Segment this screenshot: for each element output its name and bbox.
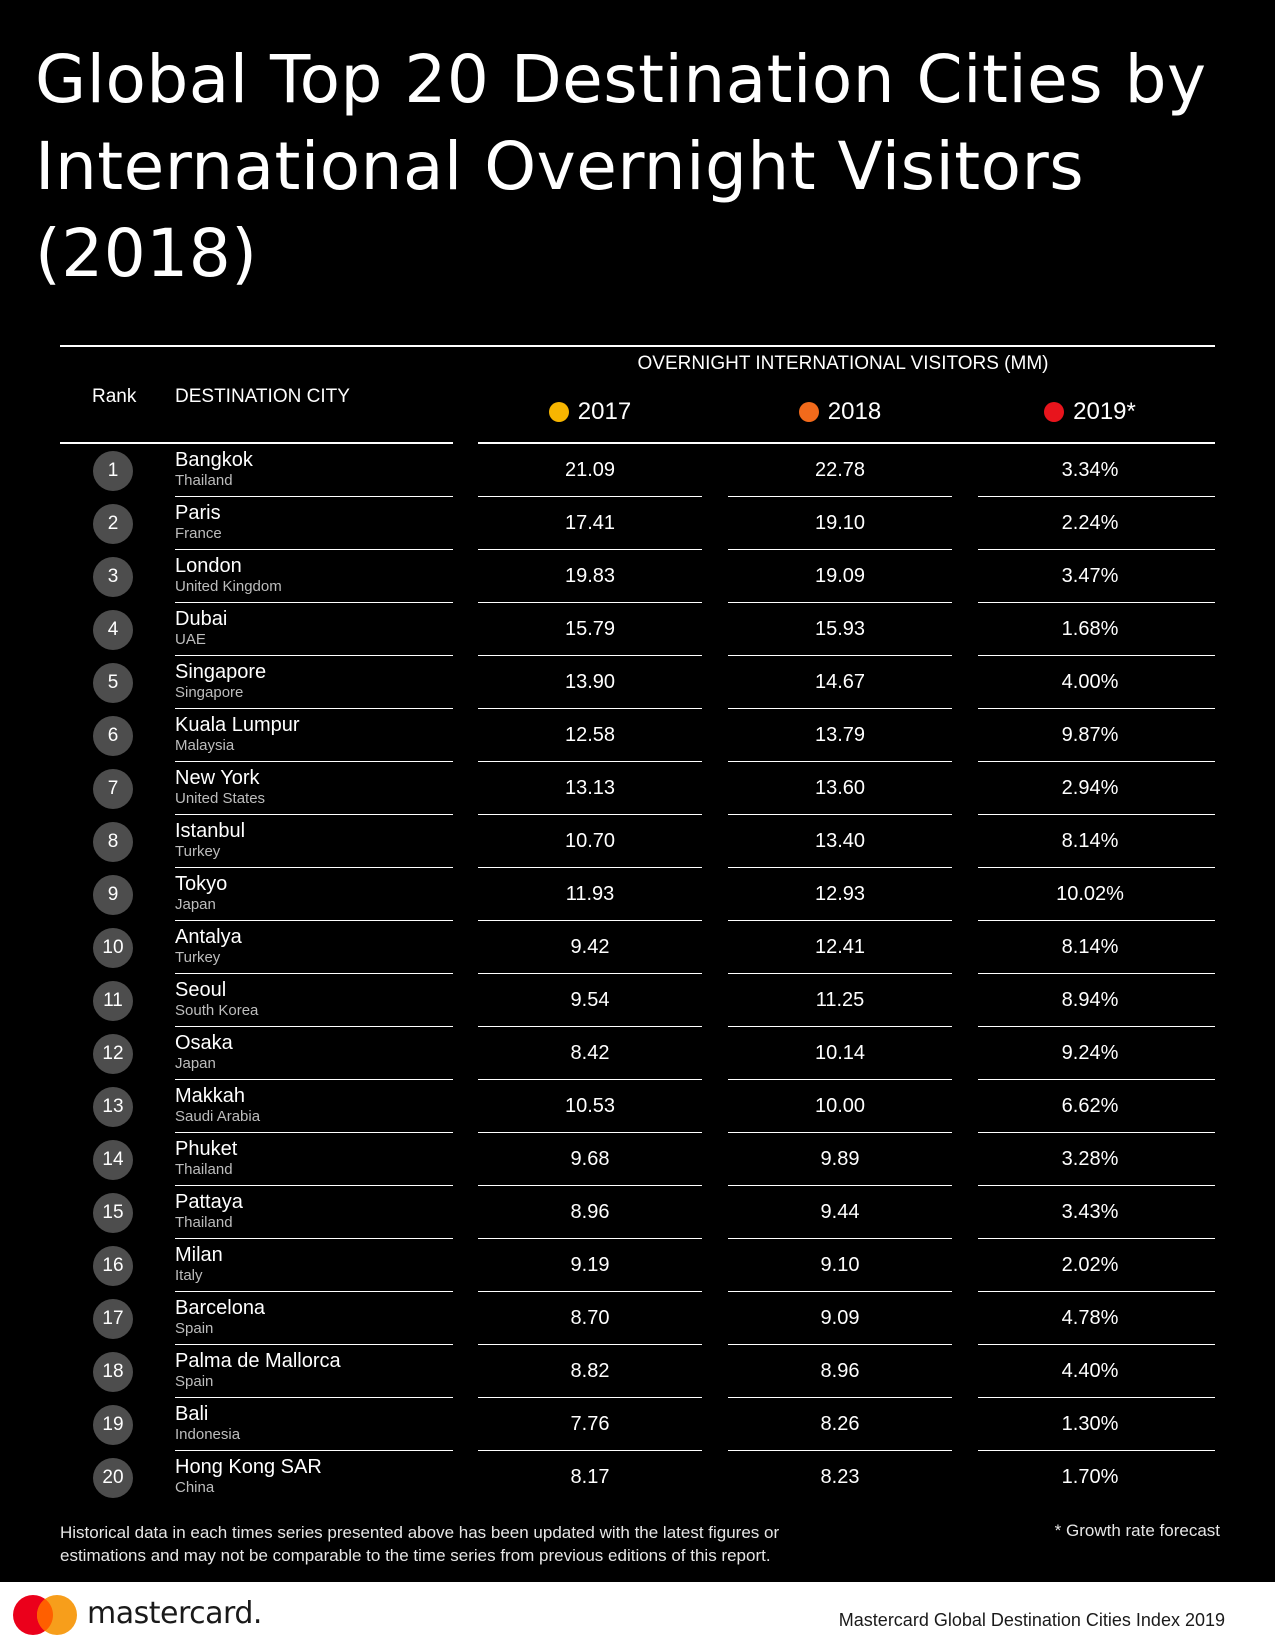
value-2017: 12.58: [564, 724, 616, 746]
value-2018: 8.23: [820, 1466, 860, 1488]
table-row: [0, 1292, 1275, 1345]
year-header-2018: [740, 398, 940, 426]
city-name: Barcelona: [175, 1297, 266, 1319]
country-name: Thailand: [175, 1214, 233, 1231]
value-2019-growth: 8.14%: [1061, 830, 1119, 852]
rank-badge: 10: [93, 928, 133, 968]
table-row: [0, 550, 1275, 603]
rank-badge: 2: [93, 504, 133, 544]
value-2017: 9.42: [570, 936, 610, 958]
table-row: [0, 762, 1275, 815]
value-2018: 10.14: [814, 1042, 866, 1064]
country-name: South Korea: [175, 1002, 259, 1019]
country-name: Spain: [175, 1373, 214, 1390]
country-name: France: [175, 525, 222, 542]
country-name: Singapore: [175, 684, 244, 701]
country-name: UAE: [175, 631, 206, 648]
value-2018: 14.67: [814, 671, 866, 693]
rank-badge: 20: [93, 1458, 133, 1498]
year-header-2019: [990, 398, 1190, 426]
city-name: Tokyo: [175, 873, 228, 895]
country-name: Japan: [175, 1055, 216, 1072]
city-name: Singapore: [175, 661, 267, 683]
year-label: 2018: [827, 398, 882, 425]
value-2017: 7.76: [570, 1413, 610, 1435]
table-row: [0, 656, 1275, 709]
value-2018: 19.09: [814, 565, 866, 587]
city-name: New York: [175, 767, 260, 789]
city-name: Paris: [175, 502, 221, 524]
year-header-2017: [490, 398, 690, 426]
country-name: Malaysia: [175, 737, 235, 754]
value-2018: 22.78: [814, 459, 866, 481]
value-2017: 9.54: [570, 989, 610, 1011]
country-name: Saudi Arabia: [175, 1108, 261, 1125]
growth-forecast-note: * Growth rate forecast: [1054, 1521, 1220, 1540]
country-name: Thailand: [175, 1161, 233, 1178]
country-name: Thailand: [175, 472, 233, 489]
value-2018: 15.93: [814, 618, 866, 640]
value-2019-growth: 10.02%: [1056, 883, 1124, 905]
city-column-header: DESTINATION CITY: [175, 386, 350, 407]
rank-badge: 16: [93, 1246, 133, 1286]
table-row: [0, 603, 1275, 656]
mastercard-logo-icon: [12, 1594, 78, 1636]
value-2018: 11.25: [815, 989, 865, 1011]
historical-data-footnote: Historical data in each times series presented above has been updated with the latest figures or estimations and may not be comparable to the time series from previous editions of this report.: [60, 1523, 780, 1565]
value-2017: 11.93: [565, 883, 615, 905]
country-name: Indonesia: [175, 1426, 241, 1443]
value-2017: 19.83: [564, 565, 616, 587]
page-title: Global Top 20 Destination Cities by International Overnight Visitors (2018): [35, 41, 1207, 292]
city-name: Palma de Mallorca: [175, 1350, 341, 1372]
value-2018: 13.60: [814, 777, 866, 799]
table-row: [0, 1186, 1275, 1239]
city-name: Osaka: [175, 1032, 233, 1054]
value-2018: 8.26: [820, 1413, 860, 1435]
value-2018: 19.10: [814, 512, 866, 534]
rank-badge: 19: [93, 1405, 133, 1445]
value-2018: 9.44: [820, 1201, 860, 1223]
value-2019-growth: 4.78%: [1061, 1307, 1119, 1329]
country-name: Spain: [175, 1320, 214, 1337]
rank-badge: 14: [93, 1140, 133, 1180]
city-name: Bali: [175, 1403, 209, 1425]
rank-badge: 6: [93, 716, 133, 756]
value-2017: 13.13: [564, 777, 616, 799]
value-2019-growth: 1.70%: [1061, 1466, 1119, 1488]
value-2017: 9.19: [570, 1254, 610, 1276]
city-name: Seoul: [175, 979, 227, 1001]
value-2018: 9.10: [820, 1254, 860, 1276]
city-name: Kuala Lumpur: [175, 714, 300, 736]
value-2017: 8.42: [570, 1042, 610, 1064]
value-2017: 13.90: [564, 671, 616, 693]
rank-badge: 3: [93, 557, 133, 597]
city-name: Dubai: [175, 608, 228, 630]
value-2019-growth: 2.02%: [1061, 1254, 1119, 1276]
rank-column-header: Rank: [92, 386, 137, 407]
table-row: [0, 1345, 1275, 1398]
rank-badge: 7: [93, 769, 133, 809]
rank-badge: 11: [93, 981, 133, 1021]
rank-badge: 8: [93, 822, 133, 862]
value-2019-growth: 3.34%: [1061, 459, 1119, 481]
city-name: London: [175, 555, 242, 577]
table-row: [0, 974, 1275, 1027]
rank-badge: 4: [93, 610, 133, 650]
value-2018: 9.89: [820, 1148, 860, 1170]
rank-badge: 13: [93, 1087, 133, 1127]
city-name: Pattaya: [175, 1191, 243, 1213]
value-2017: 10.70: [564, 830, 616, 852]
footer-bar: [0, 1582, 1275, 1650]
table-row: [0, 1239, 1275, 1292]
country-name: Turkey: [175, 843, 221, 860]
rank-badge: 9: [93, 875, 133, 915]
value-2018: 12.41: [814, 936, 866, 958]
city-name: Antalya: [175, 926, 242, 948]
value-2019-growth: 3.28%: [1061, 1148, 1119, 1170]
country-name: United States: [175, 790, 266, 807]
value-2018: 12.93: [814, 883, 866, 905]
table-row: [0, 709, 1275, 762]
country-name: Japan: [175, 896, 216, 913]
table-top-rule: [60, 345, 1215, 347]
value-2017: 9.68: [570, 1148, 610, 1170]
rank-badge: 18: [93, 1352, 133, 1392]
value-2019-growth: 3.47%: [1061, 565, 1119, 587]
value-2018: 13.79: [814, 724, 866, 746]
city-name: Phuket: [175, 1138, 238, 1160]
value-2019-growth: 6.62%: [1061, 1095, 1119, 1117]
table-row: [0, 497, 1275, 550]
value-2017: 8.70: [570, 1307, 610, 1329]
value-2019-growth: 9.24%: [1061, 1042, 1119, 1064]
table-row: [0, 1080, 1275, 1133]
value-2018: 13.40: [814, 830, 866, 852]
city-name: Istanbul: [175, 820, 246, 842]
value-2019-growth: 3.43%: [1061, 1201, 1119, 1223]
city-name: Milan: [175, 1244, 223, 1266]
yellow-dot-icon: [549, 402, 569, 422]
value-2017: 21.09: [564, 459, 616, 481]
table-row: [0, 1027, 1275, 1080]
table-row: [0, 868, 1275, 921]
report-source: Mastercard Global Destination Cities Index 2019: [838, 1610, 1225, 1630]
table-row: [0, 815, 1275, 868]
value-2017: 8.96: [570, 1201, 610, 1223]
rank-badge: 15: [93, 1193, 133, 1233]
red-dot-icon: [1044, 402, 1064, 422]
value-2019-growth: 9.87%: [1061, 724, 1119, 746]
mastercard-wordmark: mastercard.: [87, 1596, 262, 1631]
rank-badge: 12: [93, 1034, 133, 1074]
value-2018: 9.09: [820, 1307, 860, 1329]
value-2019-growth: 2.24%: [1061, 512, 1119, 534]
visitors-group-header: OVERNIGHT INTERNATIONAL VISITORS (MM): [637, 353, 1049, 374]
value-2019-growth: 4.00%: [1061, 671, 1119, 693]
value-2018: 10.00: [814, 1095, 866, 1117]
value-2019-growth: 1.30%: [1061, 1413, 1119, 1435]
value-2017: 15.79: [564, 618, 616, 640]
value-2017: 8.17: [570, 1466, 610, 1488]
table-row: [0, 1451, 1275, 1504]
value-2019-growth: 1.68%: [1061, 618, 1119, 640]
city-name: Makkah: [175, 1085, 246, 1107]
value-2019-growth: 2.94%: [1061, 777, 1119, 799]
table-row: [0, 444, 1275, 497]
value-2017: 10.53: [564, 1095, 616, 1117]
country-name: Italy: [175, 1267, 203, 1284]
city-name: Hong Kong SAR: [175, 1456, 322, 1478]
table-row: [0, 1133, 1275, 1186]
country-name: China: [175, 1479, 215, 1496]
country-name: Turkey: [175, 949, 221, 966]
value-2019-growth: 8.94%: [1061, 989, 1119, 1011]
country-name: United Kingdom: [175, 578, 282, 595]
rank-badge: 17: [93, 1299, 133, 1339]
value-2017: 8.82: [570, 1360, 610, 1382]
value-2017: 17.41: [564, 512, 616, 534]
rank-badge: 1: [93, 451, 133, 491]
value-2018: 8.96: [820, 1360, 860, 1382]
year-label: 2017: [577, 398, 632, 425]
value-2019-growth: 8.14%: [1061, 936, 1119, 958]
rank-badge: 5: [93, 663, 133, 703]
table-row: [0, 921, 1275, 974]
city-name: Bangkok: [175, 449, 253, 471]
orange-dot-icon: [799, 402, 819, 422]
value-2019-growth: 4.40%: [1061, 1360, 1119, 1382]
year-label: 2019*: [1073, 398, 1136, 425]
table-row: [0, 1398, 1275, 1451]
